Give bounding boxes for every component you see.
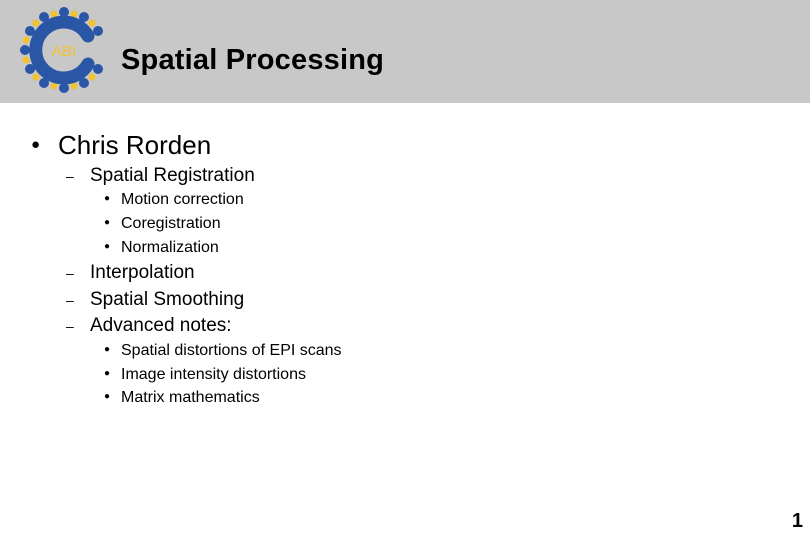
sub-sub-bullet-text: Matrix mathematics bbox=[121, 389, 260, 406]
bullet-icon: ● bbox=[104, 368, 111, 379]
logo-text: ABI bbox=[51, 43, 77, 60]
dash-icon: – bbox=[66, 168, 74, 184]
dash-icon: – bbox=[66, 265, 74, 281]
bullet-icon: ● bbox=[104, 344, 111, 355]
sub-bullet-text: Spatial Smoothing bbox=[90, 289, 245, 310]
sub-sub-bullet-text: Spatial distortions of EPI scans bbox=[121, 342, 342, 359]
slide-title: Spatial Processing bbox=[121, 44, 385, 76]
main-bullet-text: Chris Rorden bbox=[58, 130, 212, 160]
bullet-icon: ● bbox=[31, 136, 41, 153]
title-bar bbox=[0, 0, 810, 103]
sub-bullet-text: Interpolation bbox=[90, 262, 195, 283]
sub-sub-bullet-text: Normalization bbox=[121, 239, 219, 256]
sub-sub-bullet-text: Image intensity distortions bbox=[121, 366, 306, 383]
bullet-icon: ● bbox=[104, 193, 111, 204]
abi-logo bbox=[18, 6, 110, 94]
bullet-icon: ● bbox=[104, 217, 111, 228]
sub-sub-bullet-text: Coregistration bbox=[121, 215, 221, 232]
page-number: 1 bbox=[791, 510, 803, 532]
sub-sub-bullet-text: Motion correction bbox=[121, 191, 244, 208]
sub-bullet-text: Advanced notes: bbox=[90, 315, 232, 336]
dash-icon: – bbox=[66, 292, 74, 308]
bullet-icon: ● bbox=[104, 241, 111, 252]
dash-icon: – bbox=[66, 318, 74, 334]
bullet-icon: ● bbox=[104, 391, 111, 402]
sub-bullet-text: Spatial Registration bbox=[90, 165, 255, 186]
